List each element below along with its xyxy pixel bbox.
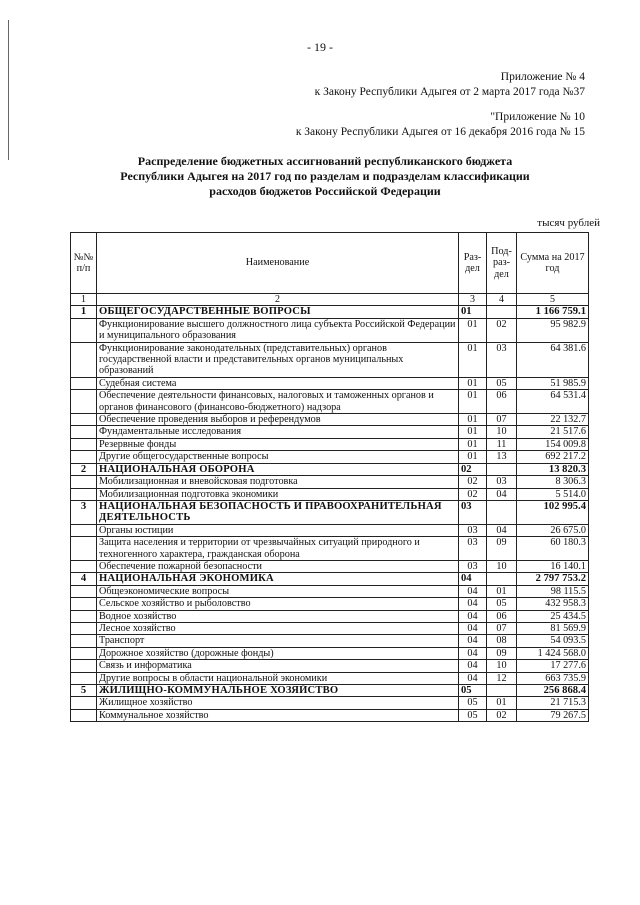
row-section: 04 — [459, 672, 487, 684]
row-section: 04 — [459, 598, 487, 610]
appendix-reference-2 — [296, 110, 585, 140]
row-subsection: 06 — [487, 390, 517, 414]
row-number — [71, 451, 97, 463]
row-number — [71, 647, 97, 659]
row-section: 02 — [459, 476, 487, 488]
row-name: Коммунальное хозяйство — [97, 709, 459, 721]
row-subsection: 07 — [487, 622, 517, 634]
row-subsection: 05 — [487, 377, 517, 389]
row-sum: 21 715.3 — [517, 697, 589, 709]
row-name: Обеспечение пожарной безопасности — [97, 560, 459, 572]
row-name: Связь и информатика — [97, 660, 459, 672]
row-subsection: 05 — [487, 598, 517, 610]
row-number: 5 — [71, 685, 97, 697]
row-name: Мобилизационная подготовка экономики — [97, 488, 459, 500]
column-number: 3 — [459, 294, 487, 306]
row-name: НАЦИОНАЛЬНАЯ ОБОРОНА — [97, 463, 459, 475]
row-subsection: 10 — [487, 426, 517, 438]
column-number: 5 — [517, 294, 589, 306]
title-line-3: расходов бюджетов Российской Федерации — [209, 184, 441, 198]
row-name: Обеспечение проведения выборов и референдумов — [97, 414, 459, 426]
row-number — [71, 622, 97, 634]
row-subsection: 09 — [487, 537, 517, 561]
row-section: 03 — [459, 537, 487, 561]
table-row — [71, 438, 589, 450]
row-name: Другие вопросы в области национальной экономики — [97, 672, 459, 684]
row-name: Защита населения и территории от чрезвычайных ситуаций природного и техногенного характера, гражданская оборона — [97, 537, 459, 561]
row-name: НАЦИОНАЛЬНАЯ ЭКОНОМИКА — [97, 573, 459, 585]
row-section: 04 — [459, 622, 487, 634]
row-section: 05 — [459, 709, 487, 721]
row-section: 01 — [459, 342, 487, 377]
row-number — [71, 524, 97, 536]
table-row — [71, 476, 589, 488]
table-section-row — [71, 573, 589, 585]
row-name: Резервные фонды — [97, 438, 459, 450]
header-sum: Сумма на 2017 год — [517, 233, 589, 294]
table-section-row — [71, 685, 589, 697]
row-number — [71, 537, 97, 561]
row-sum: 663 735.9 — [517, 672, 589, 684]
row-section: 01 — [459, 426, 487, 438]
row-number — [71, 390, 97, 414]
table-row — [71, 622, 589, 634]
row-number — [71, 709, 97, 721]
table-row — [71, 377, 589, 389]
row-name: Фундаментальные исследования — [97, 426, 459, 438]
row-section: 05 — [459, 697, 487, 709]
row-name: Дорожное хозяйство (дорожные фонды) — [97, 647, 459, 659]
table-row — [71, 610, 589, 622]
table-row — [71, 537, 589, 561]
row-subsection: 03 — [487, 342, 517, 377]
row-number — [71, 635, 97, 647]
row-section: 03 — [459, 524, 487, 536]
row-sum: 54 093.5 — [517, 635, 589, 647]
appendix-2-title: "Приложение № 10 — [490, 111, 585, 123]
row-subsection: 10 — [487, 660, 517, 672]
row-number — [71, 318, 97, 342]
row-number: 4 — [71, 573, 97, 585]
row-section: 02 — [459, 488, 487, 500]
table-row — [71, 697, 589, 709]
table-row — [71, 414, 589, 426]
table-row — [71, 318, 589, 342]
row-name: Жилищное хозяйство — [97, 697, 459, 709]
appendix-1-title: Приложение № 4 — [500, 71, 585, 83]
row-subsection — [487, 500, 517, 524]
row-sum: 21 517.6 — [517, 426, 589, 438]
table-row — [71, 672, 589, 684]
row-number — [71, 560, 97, 572]
appendix-1-law: к Закону Республики Адыгея от 2 марта 2017 года №37 — [314, 86, 585, 98]
row-number — [71, 697, 97, 709]
row-section: 01 — [459, 306, 487, 318]
row-sum: 5 514.0 — [517, 488, 589, 500]
row-subsection — [487, 306, 517, 318]
table-header-row — [71, 233, 589, 294]
row-name: Сельское хозяйство и рыболовство — [97, 598, 459, 610]
document-title — [100, 154, 550, 199]
row-section: 04 — [459, 660, 487, 672]
row-sum: 64 531.4 — [517, 390, 589, 414]
row-sum: 51 985.9 — [517, 377, 589, 389]
row-number — [71, 660, 97, 672]
table-row — [71, 635, 589, 647]
row-subsection: 01 — [487, 585, 517, 597]
row-number — [71, 438, 97, 450]
row-subsection: 03 — [487, 476, 517, 488]
row-number — [71, 610, 97, 622]
column-number: 1 — [71, 294, 97, 306]
row-section: 05 — [459, 685, 487, 697]
row-number: 1 — [71, 306, 97, 318]
row-subsection: 09 — [487, 647, 517, 659]
row-sum: 26 675.0 — [517, 524, 589, 536]
row-name: Функционирование законодательных (представительных) органов государственной власти и представительных органов муниципальных образований — [97, 342, 459, 377]
row-sum: 98 115.5 — [517, 585, 589, 597]
header-section: Раз- дел — [459, 233, 487, 294]
row-sum: 95 982.9 — [517, 318, 589, 342]
row-section: 04 — [459, 573, 487, 585]
row-number — [71, 377, 97, 389]
row-subsection: 12 — [487, 672, 517, 684]
table-row — [71, 390, 589, 414]
row-number — [71, 598, 97, 610]
table-row — [71, 598, 589, 610]
column-number-row — [71, 294, 589, 306]
row-section: 03 — [459, 500, 487, 524]
header-no: №№ п/п — [71, 233, 97, 294]
row-number — [71, 426, 97, 438]
row-sum: 432 958.3 — [517, 598, 589, 610]
appendix-2-law: к Закону Республики Адыгея от 16 декабря 2016 года № 15 — [295, 126, 585, 138]
row-section: 01 — [459, 377, 487, 389]
row-number — [71, 585, 97, 597]
table-section-row — [71, 306, 589, 318]
row-number — [71, 476, 97, 488]
column-number: 2 — [97, 294, 459, 306]
row-section: 04 — [459, 585, 487, 597]
row-section: 01 — [459, 451, 487, 463]
row-name: Лесное хозяйство — [97, 622, 459, 634]
budget-table — [70, 232, 589, 722]
title-line-1: Распределение бюджетных ассигнований республиканского бюджета — [137, 154, 513, 168]
row-sum: 692 217.2 — [517, 451, 589, 463]
column-number: 4 — [487, 294, 517, 306]
row-subsection: 11 — [487, 438, 517, 450]
title-line-2: Республики Адыгея на 2017 год по разделам и подразделам классификации — [120, 169, 530, 183]
row-number — [71, 488, 97, 500]
row-number — [71, 414, 97, 426]
row-number: 2 — [71, 463, 97, 475]
table-row — [71, 342, 589, 377]
row-name: ОБЩЕГОСУДАРСТВЕННЫЕ ВОПРОСЫ — [97, 306, 459, 318]
table-body — [71, 306, 589, 722]
table-row — [71, 488, 589, 500]
row-section: 04 — [459, 610, 487, 622]
row-section: 01 — [459, 390, 487, 414]
row-name: Органы юстиции — [97, 524, 459, 536]
table-row — [71, 560, 589, 572]
row-subsection: 13 — [487, 451, 517, 463]
row-subsection — [487, 463, 517, 475]
row-name: ЖИЛИЩНО-КОММУНАЛЬНОЕ ХОЗЯЙСТВО — [97, 685, 459, 697]
row-subsection: 06 — [487, 610, 517, 622]
row-sum: 8 306.3 — [517, 476, 589, 488]
appendix-reference-1 — [315, 70, 585, 100]
row-number: 3 — [71, 500, 97, 524]
table-row — [71, 709, 589, 721]
row-subsection: 04 — [487, 488, 517, 500]
row-subsection: 08 — [487, 635, 517, 647]
row-subsection: 02 — [487, 318, 517, 342]
row-name: Мобилизационная и вневойсковая подготовка — [97, 476, 459, 488]
row-sum: 16 140.1 — [517, 560, 589, 572]
header-name: Наименование — [97, 233, 459, 294]
row-section: 04 — [459, 647, 487, 659]
row-sum: 2 797 753.2 — [517, 573, 589, 585]
row-name: НАЦИОНАЛЬНАЯ БЕЗОПАСНОСТЬ И ПРАВООХРАНИТЕЛЬНАЯ ДЕЯТЕЛЬНОСТЬ — [97, 500, 459, 524]
row-sum: 154 009.8 — [517, 438, 589, 450]
row-sum: 25 434.5 — [517, 610, 589, 622]
row-name: Другие общегосударственные вопросы — [97, 451, 459, 463]
row-subsection: 10 — [487, 560, 517, 572]
table-row — [71, 451, 589, 463]
row-section: 03 — [459, 560, 487, 572]
row-sum: 17 277.6 — [517, 660, 589, 672]
table-section-row — [71, 500, 589, 524]
row-section: 01 — [459, 438, 487, 450]
row-sum: 79 267.5 — [517, 709, 589, 721]
row-section: 04 — [459, 635, 487, 647]
row-subsection: 04 — [487, 524, 517, 536]
page-number: - 19 - — [307, 40, 333, 54]
table-row — [71, 426, 589, 438]
row-subsection — [487, 685, 517, 697]
row-name: Судебная система — [97, 377, 459, 389]
row-sum: 64 381.6 — [517, 342, 589, 377]
units-label: тысяч рублей — [537, 217, 600, 229]
row-subsection: 01 — [487, 697, 517, 709]
row-sum: 1 166 759.1 — [517, 306, 589, 318]
row-name: Водное хозяйство — [97, 610, 459, 622]
row-name: Обеспечение деятельности финансовых, налоговых и таможенных органов и органов финансового (финансово-бюджетного) надзора — [97, 390, 459, 414]
row-sum: 22 132.7 — [517, 414, 589, 426]
row-sum: 13 820.3 — [517, 463, 589, 475]
header-subsection: Под- раз- дел — [487, 233, 517, 294]
table-row — [71, 585, 589, 597]
row-number — [71, 672, 97, 684]
row-section: 02 — [459, 463, 487, 475]
row-subsection — [487, 573, 517, 585]
row-section: 01 — [459, 414, 487, 426]
row-sum: 60 180.3 — [517, 537, 589, 561]
row-subsection: 07 — [487, 414, 517, 426]
row-sum: 256 868.4 — [517, 685, 589, 697]
table-row — [71, 647, 589, 659]
table-row — [71, 660, 589, 672]
row-sum: 1 424 568.0 — [517, 647, 589, 659]
row-section: 01 — [459, 318, 487, 342]
row-sum: 102 995.4 — [517, 500, 589, 524]
table-section-row — [71, 463, 589, 475]
row-name: Транспорт — [97, 635, 459, 647]
row-name: Функционирование высшего должностного лица субъекта Российской Федерации и муниципального образования — [97, 318, 459, 342]
table-row — [71, 524, 589, 536]
row-number — [71, 342, 97, 377]
row-name: Общеэкономические вопросы — [97, 585, 459, 597]
row-subsection: 02 — [487, 709, 517, 721]
row-sum: 81 569.9 — [517, 622, 589, 634]
